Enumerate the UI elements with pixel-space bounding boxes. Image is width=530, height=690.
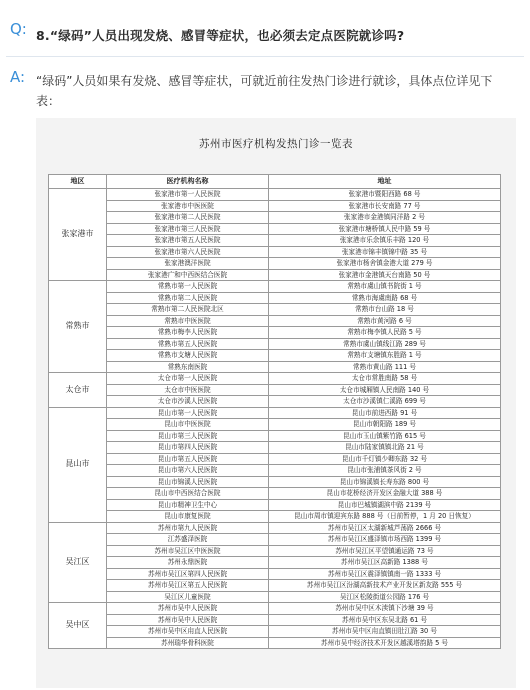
- table-row: [49, 269, 501, 281]
- address-cell: 苏州市吴中经济技术开发区越溪塔韵路 5 号: [269, 637, 501, 649]
- header-region: 地区: [49, 175, 107, 189]
- table-row: [49, 258, 501, 270]
- table-row: [49, 580, 501, 592]
- table-row: [49, 292, 501, 304]
- address-cell: 昆山市前进西路 91 号: [269, 407, 501, 419]
- address-cell: 太仓市沙溪镇仁溪路 699 号: [269, 396, 501, 408]
- hospital-name-cell: 常熟市支塘人民医院: [107, 350, 269, 362]
- table-row: [49, 361, 501, 373]
- table-row: [49, 534, 501, 546]
- hospital-name-cell: 常熟市第二人民医院北区: [107, 304, 269, 316]
- hospital-name-cell: 昆山市第一人民医院: [107, 407, 269, 419]
- table-row: [49, 522, 501, 534]
- table-row: [49, 384, 501, 396]
- table-row: [49, 327, 501, 339]
- table-row: [49, 499, 501, 511]
- table-row: [49, 453, 501, 465]
- table-row: [49, 511, 501, 523]
- header-name: 医疗机构名称: [107, 175, 269, 189]
- table-image: [36, 118, 516, 688]
- question-mark: Q:: [10, 20, 27, 38]
- hospital-name-cell: 张家港市第三人民医院: [107, 223, 269, 235]
- address-cell: 昆山市千灯镇少卿东路 32 号: [269, 453, 501, 465]
- address-cell: 常熟市支塘镇东胜路 1 号: [269, 350, 501, 362]
- hospital-name-cell: 昆山市精神卫生中心: [107, 499, 269, 511]
- hospital-name-cell: 常熟市第二人民医院: [107, 292, 269, 304]
- address-cell: 苏州市吴江区平望镇通运路 73 号: [269, 545, 501, 557]
- question-text: 8.“绿码”人员出现发烧、感冒等症状，也必须去定点医院就诊吗?: [36, 28, 405, 43]
- region-cell: 常熟市: [49, 281, 107, 373]
- header-address: 地址: [269, 175, 501, 189]
- address-cell: 苏州市吴中区甪直镇田肚江路 30 号: [269, 626, 501, 638]
- address-cell: 张家港市杨舍镇金港大道 279 号: [269, 258, 501, 270]
- hospital-name-cell: 苏州市吴中人民医院: [107, 614, 269, 626]
- table-row: [49, 614, 501, 626]
- hospital-name-cell: 苏州市吴江区第四人民医院: [107, 568, 269, 580]
- table-row: [49, 350, 501, 362]
- address-cell: 昆山市巴城镇湖滨中路 2139 号: [269, 499, 501, 511]
- address-cell: 常熟市梅李镇人民路 5 号: [269, 327, 501, 339]
- hospital-name-cell: 吴江区儿童医院: [107, 591, 269, 603]
- hospital-name-cell: 苏州永鼎医院: [107, 557, 269, 569]
- hospital-name-cell: 常熟市第五人民医院: [107, 338, 269, 350]
- address-cell: 昆山市玉山镇紫竹路 615 号: [269, 430, 501, 442]
- hospital-name-cell: 昆山市第三人民医院: [107, 430, 269, 442]
- divider: [6, 56, 524, 57]
- address-cell: 吴江区松陵街道公园路 176 号: [269, 591, 501, 603]
- table-body: [49, 189, 501, 649]
- hospital-name-cell: 张家港澳洋医院: [107, 258, 269, 270]
- hospital-name-cell: 常熟市梅李人民医院: [107, 327, 269, 339]
- table-row: [49, 476, 501, 488]
- hospital-name-cell: 常熟市中医医院: [107, 315, 269, 327]
- table-header-row: [49, 175, 501, 189]
- hospital-name-cell: 昆山市第六人民医院: [107, 465, 269, 477]
- address-cell: 昆山市锦溪镇长寿东路 800 号: [269, 476, 501, 488]
- hospital-name-cell: 苏州市吴江区中医医院: [107, 545, 269, 557]
- address-cell: 张家港市长安南路 77 号: [269, 200, 501, 212]
- region-cell: 张家港市: [49, 189, 107, 281]
- answer-mark: A:: [10, 68, 26, 86]
- address-cell: 昆山市陆家镇镇北路 21 号: [269, 442, 501, 454]
- table-title: 苏州市医疗机构发热门诊一览表: [199, 138, 353, 150]
- table-row: [49, 488, 501, 500]
- hospital-name-cell: 昆山市锦溪人民医院: [107, 476, 269, 488]
- table-row: [49, 200, 501, 212]
- hospital-name-cell: 太仓市沙溪人民医院: [107, 396, 269, 408]
- table-row: [49, 189, 501, 201]
- region-cell: 昆山市: [49, 407, 107, 522]
- address-cell: 常熟市黄山路 111 号: [269, 361, 501, 373]
- address-cell: 苏州市吴江区震泽镇镇南一路 1333 号: [269, 568, 501, 580]
- table-row: [49, 637, 501, 649]
- region-cell: 吴江区: [49, 522, 107, 603]
- table-row: [49, 246, 501, 258]
- hospital-name-cell: 昆山市第五人民医院: [107, 453, 269, 465]
- address-cell: 常熟市黄河路 6 号: [269, 315, 501, 327]
- hospital-name-cell: 苏州市第九人民医院: [107, 522, 269, 534]
- address-cell: 苏州市吴江区高新路 1388 号: [269, 557, 501, 569]
- address-cell: 太仓市城厢镇人民南路 140 号: [269, 384, 501, 396]
- table-row: [49, 315, 501, 327]
- address-cell: 苏州市吴中区木渎镇下沙塘 39 号: [269, 603, 501, 615]
- table-row: [49, 235, 501, 247]
- hospital-name-cell: 常熟市第一人民医院: [107, 281, 269, 293]
- address-cell: 常熟市海虞南路 68 号: [269, 292, 501, 304]
- hospital-name-cell: 昆山市中西医结合医院: [107, 488, 269, 500]
- hospital-name-cell: 苏州市吴江区第五人民医院: [107, 580, 269, 592]
- region-cell: 太仓市: [49, 373, 107, 408]
- address-cell: 常熟市虞山镇书院街 1 号: [269, 281, 501, 293]
- table-row: [49, 396, 501, 408]
- table-row: [49, 281, 501, 293]
- address-cell: 昆山市周市镇迎宾东路 888 号（日前暂停，1 月 20 日恢复）: [269, 511, 501, 523]
- address-cell: 张家港市金港镇天台南路 50 号: [269, 269, 501, 281]
- address-cell: 昆山市朝阳路 189 号: [269, 419, 501, 431]
- hospital-table: [48, 174, 501, 649]
- answer-text: “绿码”人员如果有发烧、感冒等症状，可就近前往发热门诊进行就诊，具体点位详见下表：: [36, 74, 493, 108]
- address-cell: 苏州市吴中区东吴北路 61 号: [269, 614, 501, 626]
- table-row: [49, 465, 501, 477]
- table-row: [49, 338, 501, 350]
- region-cell: 吴中区: [49, 603, 107, 649]
- table-row: [49, 373, 501, 385]
- address-cell: 苏州市吴江区盛泽镇市场西路 1399 号: [269, 534, 501, 546]
- table-row: [49, 223, 501, 235]
- table-row: [49, 419, 501, 431]
- address-cell: 张家港市乐余镇乐丰路 120 号: [269, 235, 501, 247]
- hospital-name-cell: 苏州瑞华骨科医院: [107, 637, 269, 649]
- table-row: [49, 591, 501, 603]
- table-row: [49, 304, 501, 316]
- hospital-name-cell: 张家港市第六人民医院: [107, 246, 269, 258]
- table-row: [49, 545, 501, 557]
- table-row: [49, 430, 501, 442]
- address-cell: 太仓市常胜南路 58 号: [269, 373, 501, 385]
- hospital-name-cell: 昆山市第四人民医院: [107, 442, 269, 454]
- table-row: [49, 212, 501, 224]
- hospital-name-cell: 常熟东南医院: [107, 361, 269, 373]
- hospital-name-cell: 张家港市中医医院: [107, 200, 269, 212]
- table-row: [49, 603, 501, 615]
- hospital-name-cell: 苏州市吴中区甪直人民医院: [107, 626, 269, 638]
- hospital-name-cell: 昆山市康复医院: [107, 511, 269, 523]
- hospital-name-cell: 太仓市中医医院: [107, 384, 269, 396]
- hospital-name-cell: 江苏盛泽医院: [107, 534, 269, 546]
- hospital-name-cell: 苏州市吴中人民医院: [107, 603, 269, 615]
- address-cell: 昆山市张浦镇茶风街 2 号: [269, 465, 501, 477]
- hospital-name-cell: 张家港市第二人民医院: [107, 212, 269, 224]
- table-row: [49, 557, 501, 569]
- hospital-name-cell: 太仓市第一人民医院: [107, 373, 269, 385]
- hospital-name-cell: 张家港市第五人民医院: [107, 235, 269, 247]
- table-row: [49, 442, 501, 454]
- table-row: [49, 407, 501, 419]
- address-cell: 苏州市吴江区汾湖高新技术产业开发区新友路 555 号: [269, 580, 501, 592]
- address-cell: 常熟市台山路 18 号: [269, 304, 501, 316]
- table-row: [49, 626, 501, 638]
- table-row: [49, 568, 501, 580]
- hospital-name-cell: 昆山市中医医院: [107, 419, 269, 431]
- address-cell: 昆山市花桥经济开发区金融大道 388 号: [269, 488, 501, 500]
- address-cell: 苏州市吴江区太湖新城芦荡路 2666 号: [269, 522, 501, 534]
- address-cell: 张家港市塘桥镇人民中路 59 号: [269, 223, 501, 235]
- address-cell: 张家港市暨阳西路 68 号: [269, 189, 501, 201]
- address-cell: 张家港市金港镇同洋路 2 号: [269, 212, 501, 224]
- hospital-name-cell: 张家港广和中西医结合医院: [107, 269, 269, 281]
- address-cell: 常熟市虞山镇线江路 289 号: [269, 338, 501, 350]
- hospital-name-cell: 张家港市第一人民医院: [107, 189, 269, 201]
- question-block: [0, 0, 530, 64]
- address-cell: 张家港市锦丰镇锦中路 35 号: [269, 246, 501, 258]
